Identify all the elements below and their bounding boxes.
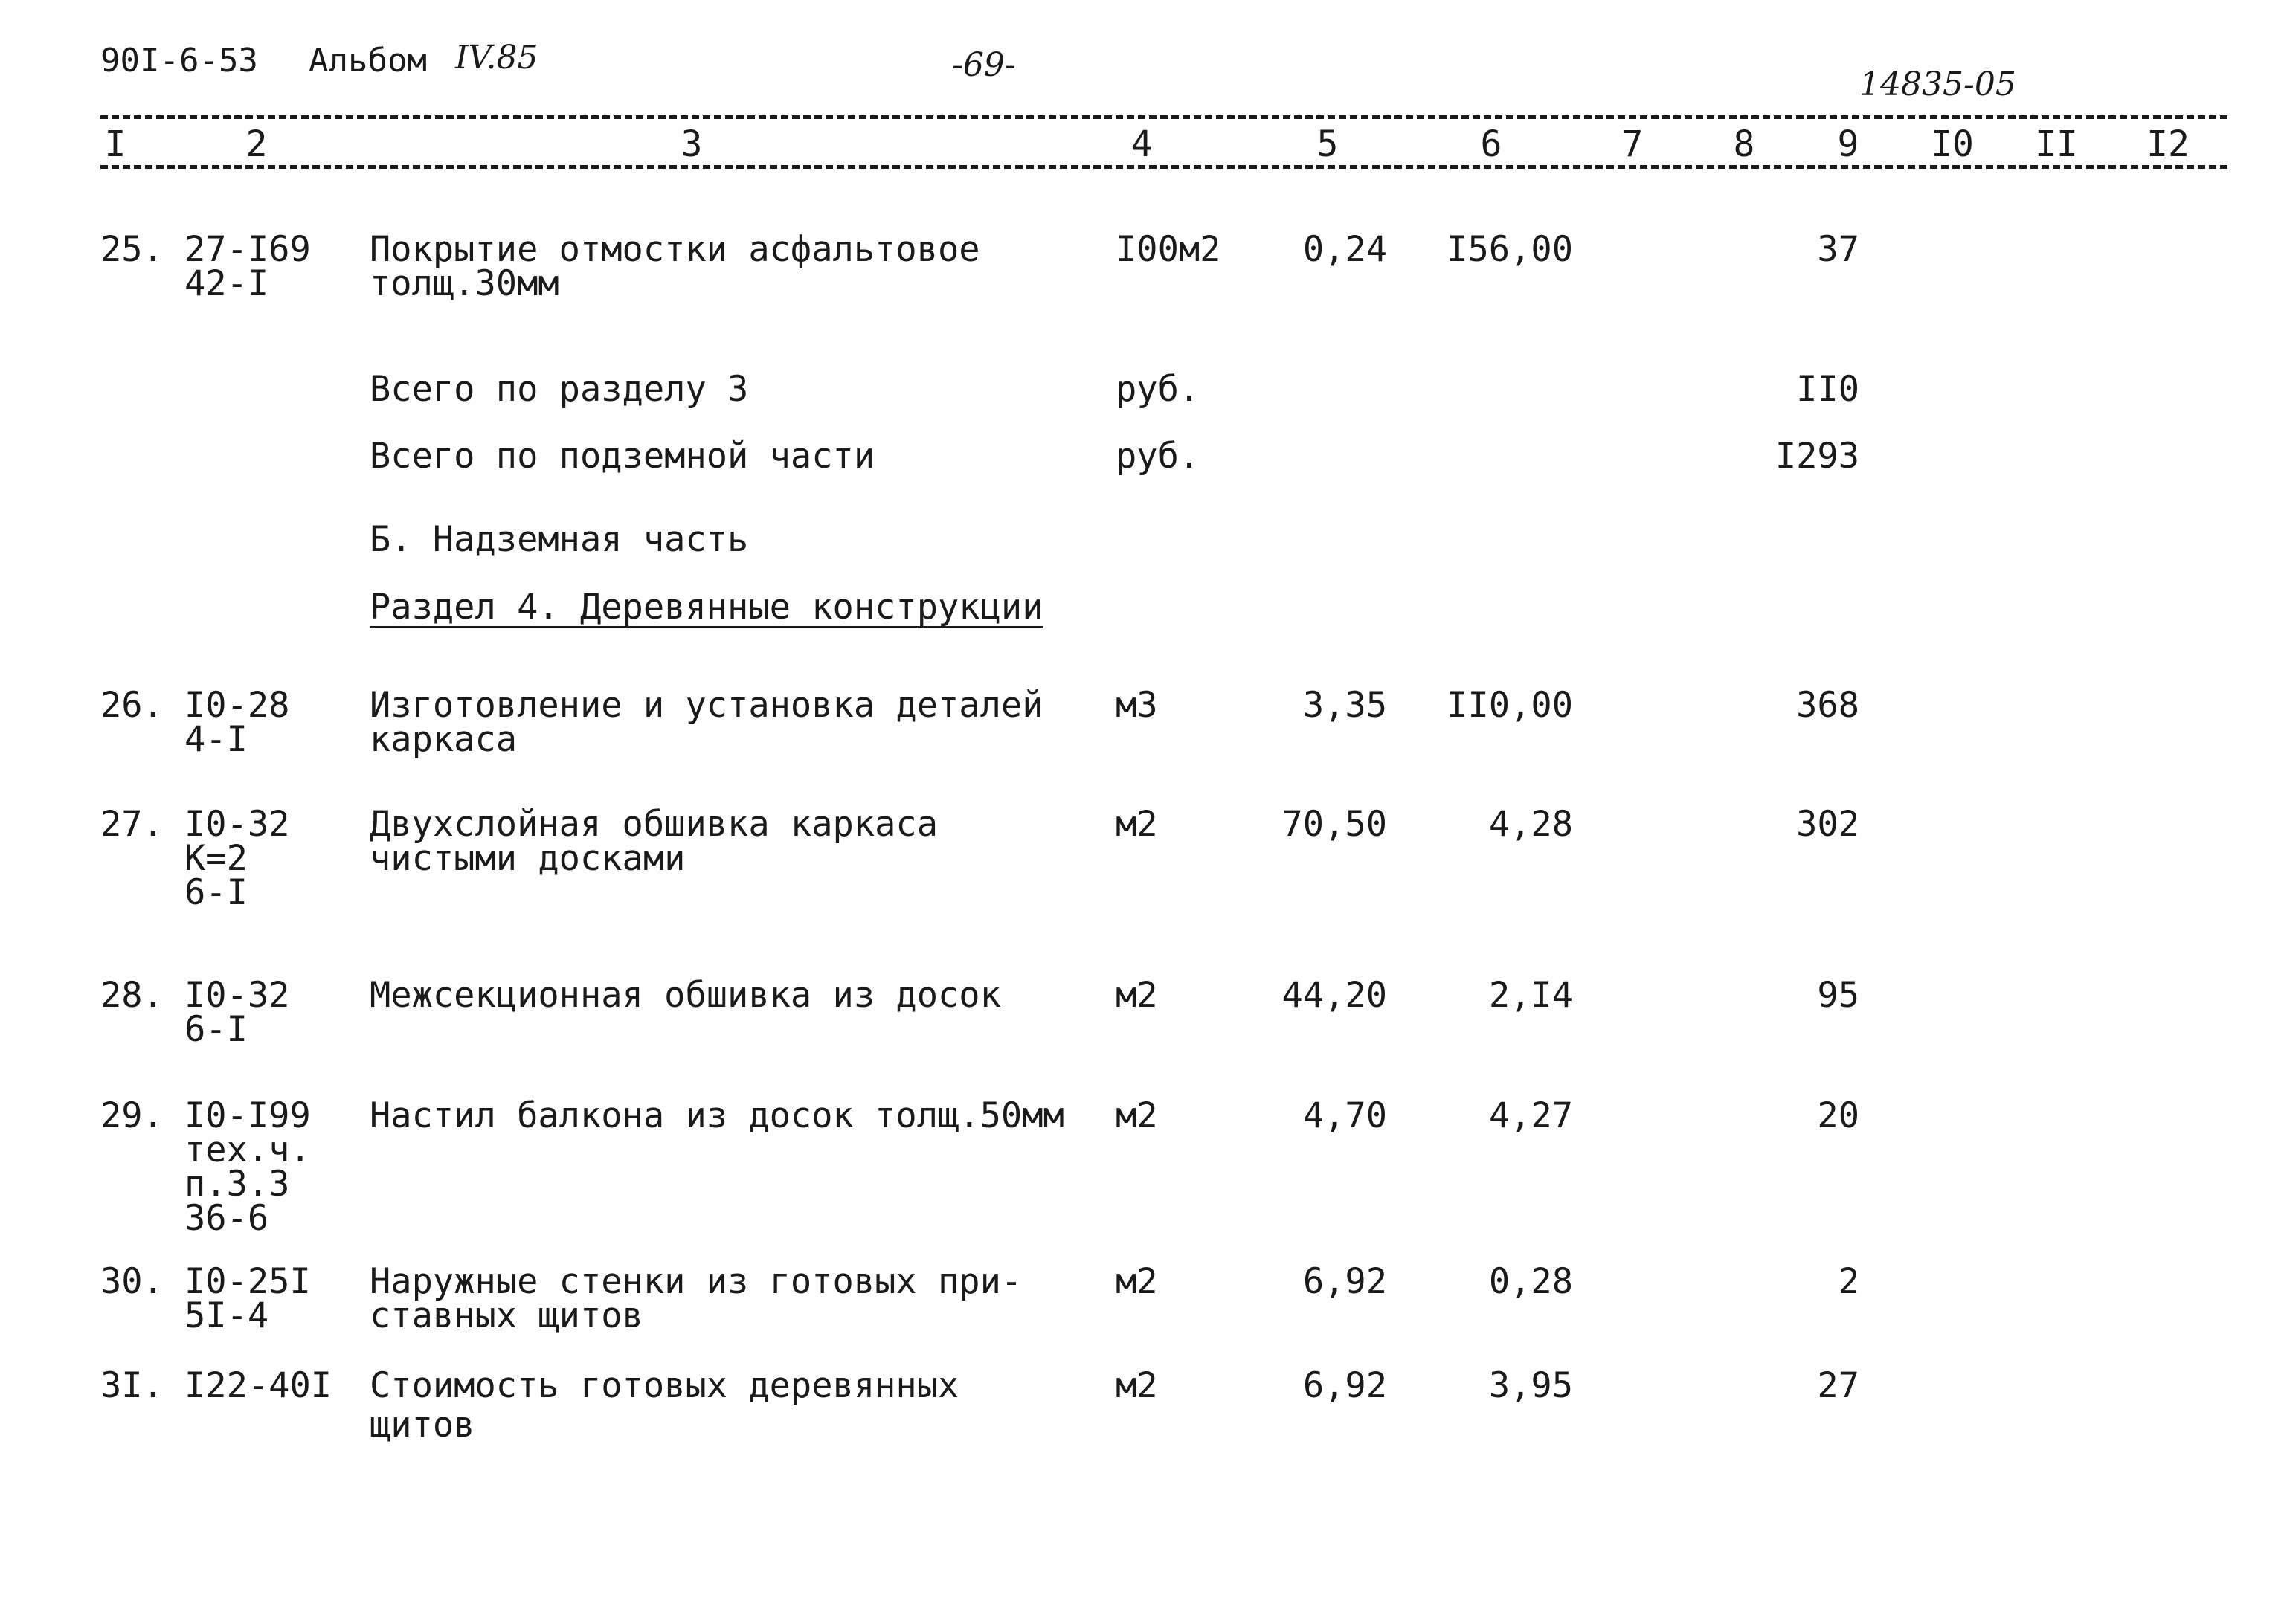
row-code: 5I-4 [184, 1295, 269, 1336]
row-code: I22-40I [184, 1365, 332, 1406]
row-code: I0-25I [184, 1261, 311, 1302]
row-unit: I00м2 [1116, 229, 1221, 270]
row-price: 2,I4 [1488, 975, 1573, 1016]
row-description: Межсекционная обшивка из досок [370, 975, 1001, 1016]
column-header: I2 [2146, 123, 2190, 165]
row-price: I56,00 [1447, 229, 1573, 270]
row-description: Стоимость готовых деревянных [370, 1365, 959, 1406]
row-unit: м2 [1116, 975, 1158, 1016]
row-code: 36-6 [184, 1198, 269, 1239]
row-number: 29. [100, 1095, 164, 1136]
row-unit: м2 [1116, 1095, 1158, 1136]
column-header: 3 [681, 123, 703, 165]
row-code: 27-I69 [184, 229, 311, 270]
column-header: 5 [1316, 123, 1339, 165]
row-code: 4-I [184, 719, 248, 760]
row-total: 2 [1838, 1261, 1859, 1302]
row-description: Двухслойная обшивка каркаса [370, 804, 939, 845]
row-code: К=2 [184, 838, 248, 879]
column-header: II [2035, 123, 2078, 165]
row-number: 28. [100, 975, 164, 1016]
row-total: 20 [1817, 1095, 1859, 1136]
column-header: 2 [245, 123, 268, 165]
row-description: чистыми досками [370, 838, 686, 879]
total-value: I293 [1775, 436, 1859, 477]
row-code: I0-28 [184, 685, 290, 726]
row-description: толщ.30мм [370, 263, 559, 304]
row-unit: м2 [1116, 804, 1158, 845]
row-unit: м3 [1116, 685, 1158, 726]
column-header: 9 [1837, 123, 1859, 165]
column-header: 8 [1733, 123, 1755, 165]
row-number: 26. [100, 685, 164, 726]
row-price: 0,28 [1488, 1261, 1573, 1302]
row-quantity: 6,92 [1302, 1365, 1387, 1406]
part-heading: Б. Надземная часть [370, 519, 749, 560]
header-rule-bottom [100, 165, 2227, 169]
row-description: ставных щитов [370, 1295, 643, 1336]
section-heading: Раздел 4. Деревянные конструкции [370, 587, 1043, 628]
row-quantity: 70,50 [1281, 804, 1387, 845]
row-total: 27 [1817, 1365, 1859, 1406]
row-number: 3I. [100, 1365, 164, 1406]
row-quantity: 44,20 [1281, 975, 1387, 1016]
row-code: тех.ч. [184, 1130, 311, 1170]
total-value: II0 [1796, 369, 1859, 410]
row-quantity: 0,24 [1302, 229, 1387, 270]
column-header: 7 [1621, 123, 1644, 165]
row-number: 30. [100, 1261, 164, 1302]
row-total: 302 [1796, 804, 1859, 845]
header-rule-top [100, 115, 2227, 119]
row-total: 368 [1796, 685, 1859, 726]
row-total: 37 [1817, 229, 1859, 270]
row-description: щитов [370, 1405, 475, 1446]
row-number: 27. [100, 804, 164, 845]
series-code: 90I-6-53 [100, 42, 258, 80]
total-label: Всего по подземной части [370, 436, 875, 477]
total-unit: руб. [1116, 436, 1200, 477]
row-price: II0,00 [1447, 685, 1573, 726]
column-header: 6 [1480, 123, 1502, 165]
row-price: 4,27 [1488, 1095, 1573, 1136]
album-label: Альбом [309, 42, 427, 80]
row-description: каркаса [370, 719, 518, 760]
page-number: -69- [952, 46, 1016, 84]
row-unit: м2 [1116, 1261, 1158, 1302]
row-description: Наружные стенки из готовых при- [370, 1261, 1023, 1302]
column-header: I0 [1931, 123, 1974, 165]
row-code: I0-I99 [184, 1095, 311, 1136]
row-code: 6-I [184, 872, 248, 913]
row-quantity: 6,92 [1302, 1261, 1387, 1302]
row-code: I0-32 [184, 975, 290, 1016]
row-quantity: 4,70 [1302, 1095, 1387, 1136]
album-number: IV.85 [455, 39, 538, 77]
row-description: Покрытие отмостки асфальтовое [370, 229, 980, 270]
row-quantity: 3,35 [1302, 685, 1387, 726]
column-header: 4 [1130, 123, 1153, 165]
row-total: 95 [1817, 975, 1859, 1016]
row-code: 6-I [184, 1009, 248, 1050]
row-price: 4,28 [1488, 804, 1573, 845]
column-header: I [104, 123, 126, 165]
row-description: Настил балкона из досок толщ.50мм [370, 1095, 1064, 1136]
row-number: 25. [100, 229, 164, 270]
row-code: п.3.3 [184, 1164, 290, 1205]
row-price: 3,95 [1488, 1365, 1573, 1406]
row-unit: м2 [1116, 1365, 1158, 1406]
total-unit: руб. [1116, 369, 1200, 410]
row-code: 42-I [184, 263, 269, 304]
row-code: I0-32 [184, 804, 290, 845]
total-label: Всего по разделу 3 [370, 369, 749, 410]
sheet-code: 14835-05 [1859, 65, 2016, 103]
row-description: Изготовление и установка деталей [370, 685, 1043, 726]
